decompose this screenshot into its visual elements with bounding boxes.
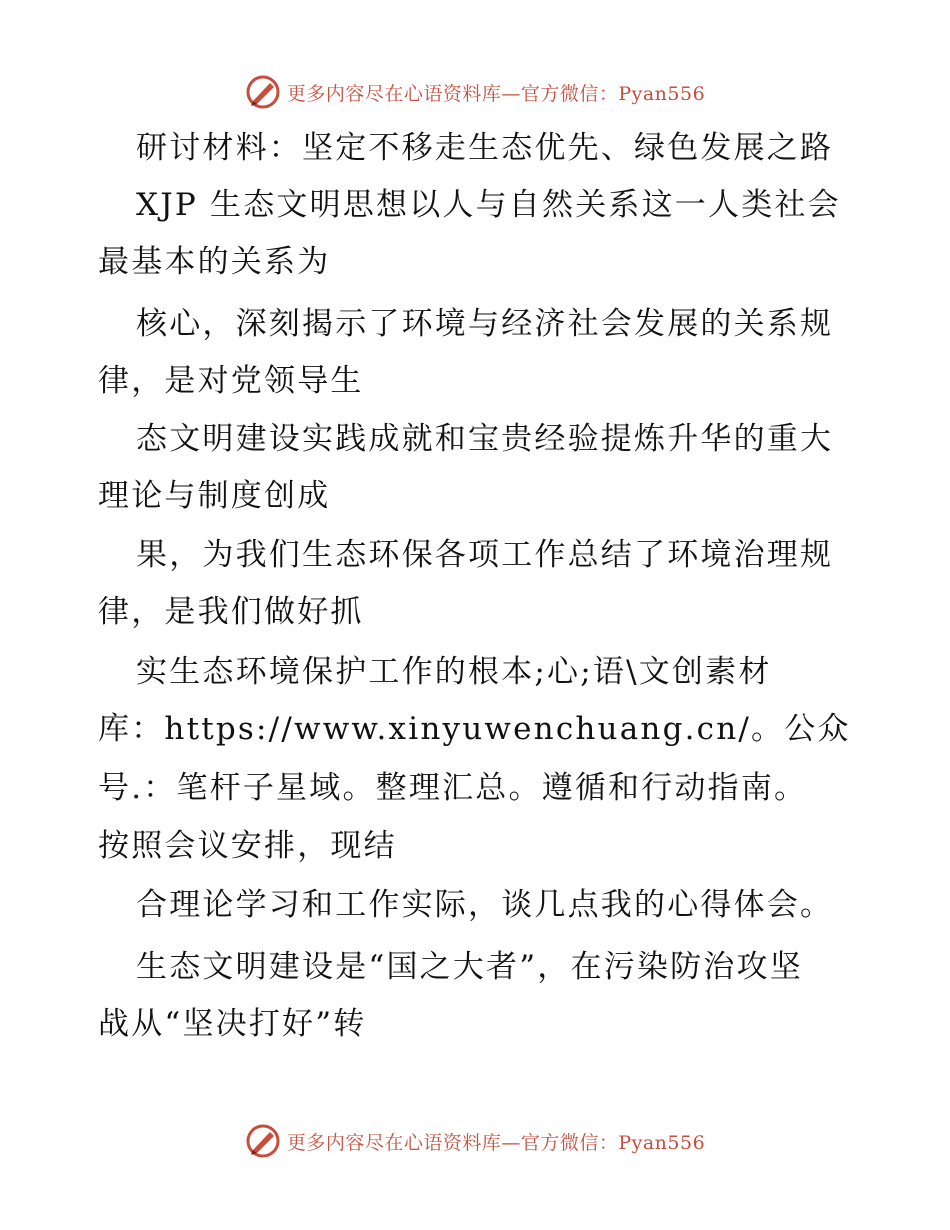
text-line: XJP 生态文明思想以人与自然关系这一人类社会 [136,187,841,223]
text-line: 律，是我们做好抓 [98,594,364,630]
pen-logo-icon [245,1123,281,1159]
header-watermark-banner [0,72,950,112]
text-line: 合理论学习和工作实际，谈几点我的心得体会。 [136,887,834,923]
text-line: 律，是对党领导生 [98,363,364,399]
text-line: 态文明建设实践成就和宝贵经验提炼升华的重大 [136,421,834,457]
text-line: 研讨材料：坚定不移走生态优先、绿色发展之路 [136,130,834,166]
text-line: 核心，深刻揭示了环境与经济社会发展的关系规 [136,306,834,342]
text-line: 生态文明建设是“国之大者”，在污染防治攻坚 [136,949,803,985]
header-banner-text: 更多内容尽在心语资料库—官方微信：Pyan556 [286,82,706,105]
text-line: 实生态环境保护工作的根本;心;语\文创素材 [136,654,772,690]
text-line: 战从“坚决打好”转 [98,1006,367,1042]
footer-banner-text: 更多内容尽在心语资料库—官方微信：Pyan556 [286,1131,706,1154]
text-line: 库：https://www.xinyuwenchuang.cn/。公众 [98,711,851,747]
footer-watermark-banner [0,1121,950,1161]
text-line: 按照会议安排，现结 [98,828,397,864]
text-line: 最基本的关系为 [98,244,331,280]
text-line: 理论与制度创成 [98,478,331,514]
text-line: 果，为我们生态环保各项工作总结了环境治理规 [136,537,834,573]
text-line: 号.：笔杆子星域。整理汇总。遵循和行动指南。 [98,770,808,806]
pen-logo-icon [245,74,281,110]
